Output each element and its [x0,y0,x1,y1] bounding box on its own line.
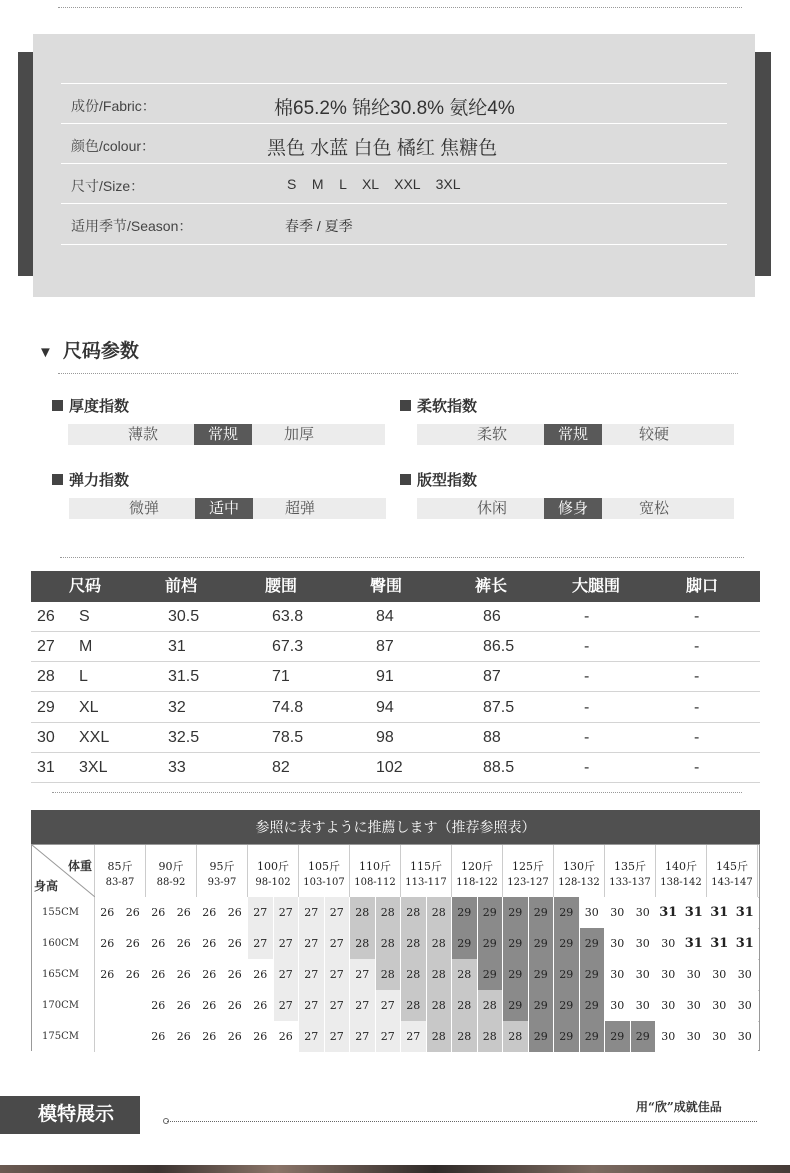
reference-cell: 31 [707,897,733,928]
reference-cell: 30 [580,897,606,928]
reference-cell: 27 [274,928,300,959]
reference-cell: 29 [554,897,580,928]
index-option: 超弹 [284,500,315,517]
height-row-label: 155CM [32,897,95,928]
index-option: 常规 [194,424,252,445]
reference-cell: 30 [682,959,708,990]
reference-cell: 26 [197,897,223,928]
index-option: 休闲 [476,500,507,517]
reference-cell: 30 [656,990,682,1021]
right-side-bar [755,52,771,276]
reference-cell: 28 [376,959,402,990]
weight-label: 105斤 [308,860,340,873]
weight-column-header [503,845,554,897]
reference-cell: 30 [733,990,759,1021]
reference-cell: 26 [223,928,249,959]
reference-cell: 29 [554,959,580,990]
index-heading-text: 柔软指数 [417,398,478,415]
weight-range: 123-127 [507,877,549,888]
size-table-cell: 31.5 [168,668,200,685]
reference-cell: 27 [325,928,351,959]
size-table-cell: 67.3 [272,638,304,655]
index-option: 适中 [195,498,253,519]
size-table-cell: 31 [168,638,186,655]
size-table-cell: 86.5 [483,638,515,655]
reference-cell: 27 [350,959,376,990]
weight-label: 90斤 [158,860,184,873]
reference-cell: 28 [427,990,453,1021]
reference-cell: 27 [401,1021,427,1052]
reference-cell: 29 [503,990,529,1021]
reference-cell: 26 [223,897,249,928]
square-bullet-icon [400,474,411,485]
left-side-bar [18,52,34,276]
weight-column-header [197,845,248,897]
height-row-label: 170CM [32,990,95,1021]
size-table-cell: - [584,699,590,716]
size-column-header: 臀围 [370,578,403,595]
reference-cell: 27 [325,1021,351,1052]
index-scale [68,424,385,445]
square-bullet-icon [52,400,63,411]
colour-label: 颜色/colour： [71,138,156,154]
index-heading-text: 版型指数 [417,472,478,489]
index-heading-text: 厚度指数 [69,398,130,415]
reference-cell: 29 [605,1021,631,1052]
weight-label: 110斤 [359,860,391,873]
reference-cell: 29 [478,897,504,928]
reference-cell: 29 [529,990,555,1021]
reference-cell: 26 [197,1021,223,1052]
size-column-header: 尺码 [69,578,102,595]
reference-cell: 30 [605,990,631,1021]
reference-cell: 26 [223,959,249,990]
reference-cell: 27 [299,1021,325,1052]
size-table-cell: S [79,608,90,625]
reference-cell: 29 [452,928,478,959]
reference-cell: 26 [223,990,249,1021]
reference-cell: 28 [376,897,402,928]
reference-cell: 26 [172,959,198,990]
reference-cell: 26 [95,897,121,928]
weight-range: 88-92 [156,877,186,888]
weight-column-header [146,845,197,897]
size-table-cell: - [694,638,700,655]
index-option: 常规 [544,424,602,445]
reference-cell: 27 [299,928,325,959]
size-label: 尺寸/Size： [71,178,145,194]
reference-cell: 26 [197,990,223,1021]
reference-cell: 29 [503,897,529,928]
weight-range: 128-132 [558,877,600,888]
size-table-row [31,662,760,692]
reference-cell: 27 [299,990,325,1021]
reference-cell: 26 [146,959,172,990]
weight-range: 118-122 [456,877,498,888]
triangle-down-icon: ▼ [38,344,53,361]
reference-cell: 27 [274,959,300,990]
season-label: 适用季节/Season： [71,218,193,234]
reference-cell: 28 [478,990,504,1021]
reference-cell: 26 [146,897,172,928]
reference-cell: 26 [121,928,147,959]
reference-cell: 31 [733,928,759,959]
size-table-cell: 84 [376,608,394,625]
weight-column-header [401,845,452,897]
size-table-cell: 94 [376,699,394,716]
reference-cell: 27 [248,928,274,959]
reference-cell: 29 [580,990,606,1021]
size-table-cell: 87 [483,668,501,685]
size-table-cell: XL [79,699,99,716]
reference-table [31,844,760,1051]
corner-weight-label: 体重 [67,859,92,873]
reference-cell: 29 [529,959,555,990]
reference-cell: 26 [274,1021,300,1052]
reference-cell: 29 [478,928,504,959]
reference-cell: 27 [350,1021,376,1052]
size-column-header: 裤长 [475,578,508,595]
model-photo-preview [0,1165,790,1173]
reference-cell: 28 [401,928,427,959]
size-table-cell: 30.5 [168,608,200,625]
reference-cell: 27 [325,959,351,990]
weight-range: 93-97 [207,877,237,888]
weight-column-header [707,845,758,897]
size-table-row [31,723,760,753]
reference-cell: 28 [427,928,453,959]
reference-cell: 29 [503,928,529,959]
reference-cell: 29 [631,1021,657,1052]
size-column-header: 腰围 [265,578,298,595]
size-column-header: 大腿围 [572,578,621,595]
reference-cell: 26 [146,928,172,959]
reference-cell: 30 [631,928,657,959]
reference-cell: 28 [401,990,427,1021]
reference-cell: 29 [529,1021,555,1052]
index-heading [52,469,129,490]
size-table-cell: 74.8 [272,699,304,716]
reference-cell: 31 [733,897,759,928]
size-table-cell: 33 [168,759,186,776]
reference-cell: 26 [223,1021,249,1052]
weight-label: 145斤 [716,860,748,873]
info-divider [61,203,727,204]
top-divider [58,7,742,8]
weight-column-header [350,845,401,897]
size-table-cell: - [694,699,700,716]
size-column-header: 前档 [165,578,198,595]
size-table-cell: 32.5 [168,729,200,746]
reference-cell: 31 [707,928,733,959]
weight-label: 135斤 [614,860,646,873]
reference-cell: 28 [427,1021,453,1052]
size-table-cell: - [584,759,590,776]
model-slogan: 用“欣”成就佳品 [636,1100,722,1114]
size-table-cell: 102 [376,759,403,776]
reference-cell: 28 [427,959,453,990]
weight-label: 140斤 [665,860,697,873]
reference-cell: 31 [682,928,708,959]
product-info-panel [33,34,755,297]
size-params-title [38,336,139,363]
model-divider [167,1121,757,1122]
size-table-row [31,693,760,723]
weight-column-header [248,845,299,897]
reference-cell: 28 [478,1021,504,1052]
reference-cell [121,1021,147,1052]
size-table-cell: - [694,608,700,625]
reference-cell: 29 [554,990,580,1021]
height-row-label: 175CM [32,1021,95,1052]
weight-label: 125斤 [512,860,544,873]
square-bullet-icon [400,400,411,411]
reference-cell: 28 [452,1021,478,1052]
reference-cell [95,1021,121,1052]
reference-cell: 30 [707,959,733,990]
reference-cell: 26 [172,897,198,928]
weight-range: 133-137 [609,877,651,888]
reference-cell: 26 [95,959,121,990]
reference-cell: 29 [452,897,478,928]
index-heading [400,469,477,490]
reference-cell: 30 [605,928,631,959]
size-table-cell: 26 [37,608,55,625]
corner-height-label: 身高 [34,879,59,893]
reference-corner-cell [32,845,95,897]
size-column-header: 脚口 [686,578,719,595]
reference-cell: 30 [707,990,733,1021]
reference-cell: 28 [401,897,427,928]
size-table-cell: - [694,759,700,776]
weight-range: 108-112 [354,877,396,888]
section-divider [60,557,744,558]
size-table-cell: 88 [483,729,501,746]
size-table-cell: M [79,638,93,655]
reference-cell: 26 [172,928,198,959]
size-table-cell: - [584,638,590,655]
weight-range: 143-147 [711,877,753,888]
reference-cell: 30 [707,1021,733,1052]
reference-cell: 27 [376,990,402,1021]
reference-cell: 30 [656,1021,682,1052]
colour-value: 黑色 水蓝 白色 橘红 焦糖色 [267,138,498,159]
size-table-cell: - [584,608,590,625]
reference-cell: 28 [350,928,376,959]
reference-cell: 28 [350,897,376,928]
reference-cell: 27 [299,897,325,928]
season-value: 春季 / 夏季 [285,218,353,234]
weight-column-header [95,845,146,897]
reference-cell: 30 [682,1021,708,1052]
reference-cell: 29 [554,928,580,959]
weight-range: 83-87 [105,877,135,888]
reference-cell: 29 [503,959,529,990]
reference-cell: 29 [580,928,606,959]
height-row-label: 160CM [32,928,95,959]
size-table-cell: - [694,729,700,746]
size-table-cell: 63.8 [272,608,304,625]
reference-cell: 27 [376,1021,402,1052]
weight-column-header [299,845,350,897]
reference-cell: 26 [146,1021,172,1052]
info-divider [61,244,727,245]
weight-label: 130斤 [563,860,595,873]
reference-cell: 27 [274,990,300,1021]
square-bullet-icon [52,474,63,485]
reference-cell: 29 [529,897,555,928]
index-heading-text: 弹力指数 [69,472,130,489]
weight-range: 98-102 [255,877,291,888]
reference-cell: 28 [401,959,427,990]
size-table-cell: XXL [79,729,110,746]
reference-cell: 30 [733,959,759,990]
weight-label: 115斤 [410,860,442,873]
reference-cell: 29 [580,1021,606,1052]
weight-column-header [605,845,656,897]
size-value: S M L XL XXL 3XL [287,176,461,192]
reference-cell: 26 [121,897,147,928]
size-table-cell: 87.5 [483,699,515,716]
size-table-cell: 32 [168,699,186,716]
reference-cell: 26 [172,1021,198,1052]
size-table-cell: - [694,668,700,685]
index-option: 柔软 [476,426,507,443]
model-section-tag: 模特展示 [0,1096,140,1134]
reference-cell: 27 [325,897,351,928]
index-option: 修身 [544,498,602,519]
reference-cell: 27 [248,897,274,928]
weight-range: 138-142 [660,877,702,888]
size-table-cell: 3XL [79,759,108,776]
reference-cell: 26 [248,959,274,990]
reference-cell: 26 [121,959,147,990]
reference-cell [121,990,147,1021]
size-table-cell: - [584,729,590,746]
reference-cell: 26 [95,928,121,959]
height-row-label: 165CM [32,959,95,990]
reference-cell: 28 [452,959,478,990]
size-table-cell: 98 [376,729,394,746]
size-table-cell: 29 [37,699,55,716]
reference-cell: 30 [656,959,682,990]
reference-cell: 30 [605,959,631,990]
size-params-title-text: 尺码参数 [62,341,139,362]
reference-cell: 26 [172,990,198,1021]
reference-cell: 30 [631,959,657,990]
reference-cell: 28 [452,990,478,1021]
section-divider [58,373,738,374]
index-scale [417,424,734,445]
index-option: 加厚 [283,426,314,443]
size-table-header [31,571,760,602]
reference-cell: 26 [197,928,223,959]
reference-cell: 30 [631,897,657,928]
weight-label: 120斤 [461,860,493,873]
size-table-cell: 91 [376,668,394,685]
weight-label: 100斤 [257,860,289,873]
size-table-cell: 30 [37,729,55,746]
reference-cell: 29 [529,928,555,959]
weight-range: 103-107 [303,877,345,888]
size-table-cell: 71 [272,668,290,685]
fabric-value: 棉65.2% 锦纶30.8% 氨纶4% [274,98,515,119]
weight-column-header [452,845,503,897]
reference-cell: 27 [350,990,376,1021]
reference-cell: 26 [197,959,223,990]
info-divider [61,83,727,84]
reference-cell: 31 [656,897,682,928]
reference-cell: 30 [631,990,657,1021]
index-option: 较硬 [638,426,669,443]
size-table-cell: 82 [272,759,290,776]
index-heading [400,395,477,416]
reference-cell: 30 [656,928,682,959]
reference-cell: 29 [554,1021,580,1052]
reference-cell: 26 [146,990,172,1021]
index-heading [52,395,129,416]
size-table-cell: 88.5 [483,759,515,776]
reference-cell: 30 [733,1021,759,1052]
reference-cell: 28 [427,897,453,928]
size-table-cell: 86 [483,608,501,625]
size-table-cell: 78.5 [272,729,304,746]
weight-column-header [656,845,707,897]
reference-cell: 28 [503,1021,529,1052]
size-table-row [31,632,760,662]
size-table-cell: 28 [37,668,55,685]
reference-cell: 31 [682,897,708,928]
reference-cell: 26 [248,990,274,1021]
reference-cell: 26 [248,1021,274,1052]
reference-cell: 29 [580,959,606,990]
reference-cell: 30 [605,897,631,928]
weight-range: 113-117 [405,877,447,888]
reference-cell [95,990,121,1021]
weight-label: 95斤 [209,860,235,873]
size-table-cell: 87 [376,638,394,655]
section-divider [52,792,742,793]
index-option: 微弹 [128,500,159,517]
reference-cell: 28 [376,928,402,959]
size-table-row [31,602,760,632]
size-table-cell: - [584,668,590,685]
index-scale [69,498,386,519]
index-option: 薄款 [127,426,158,443]
reference-cell: 27 [325,990,351,1021]
weight-column-header [554,845,605,897]
size-table-cell: 31 [37,759,55,776]
reference-cell: 27 [274,897,300,928]
size-table-row [31,753,760,783]
size-table-cell: 27 [37,638,55,655]
info-divider [61,123,727,124]
fabric-label: 成份/Fabric： [71,98,156,114]
reference-cell: 30 [682,990,708,1021]
info-divider [61,163,727,164]
reference-table-title: 参照に表すように推薦します（推荐参照表） [31,810,760,844]
reference-cell: 27 [299,959,325,990]
reference-cell: 29 [478,959,504,990]
index-scale [417,498,734,519]
index-option: 宽松 [638,500,669,517]
size-table-cell: L [79,668,88,685]
weight-label: 85斤 [107,860,133,873]
